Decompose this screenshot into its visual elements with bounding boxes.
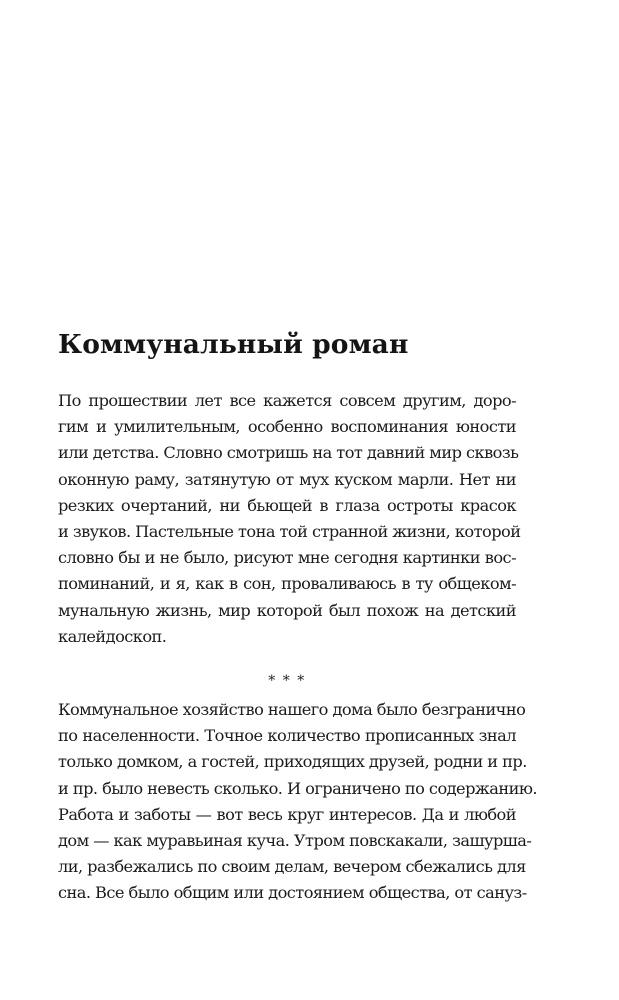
paragraph-line: по населенности. Точное количество прописанных знал <box>58 726 516 746</box>
paragraph-line: Работа и заботы — вот весь круг интересов. Да и любой <box>58 804 516 824</box>
paragraph-line: калейдоскоп. <box>58 626 167 646</box>
paragraph-line: оконную раму, затянутую от мух куском марли. Нет ни <box>58 469 516 489</box>
paragraph-line: Коммунальное хозяйство нашего дома было безгранично <box>58 700 526 719</box>
paragraph-2 <box>58 697 537 907</box>
paragraph-line: словно бы и не было, рисуют мне сегодня картинки вос- <box>58 548 516 568</box>
paragraph-1 <box>58 388 521 650</box>
paragraph-line: только домком, а гостей, приходящих друзей, родни и пр. <box>58 752 527 772</box>
paragraph-line: дом — как муравьиная куча. Утром повскакали, зашурша- <box>58 830 532 850</box>
paragraph-line: и звуков. Пастельные тона той странной жизни, которой <box>58 521 521 541</box>
chapter-title: Коммунальный роман <box>58 329 409 360</box>
paragraph-line: гим и умилительным, особенно воспоминания юности <box>58 417 516 437</box>
paragraph-line: ли, разбежались по своим делам, вечером сбежались для <box>58 857 526 877</box>
paragraph-line: или детства. Словно смотришь на тот давний мир сквозь <box>58 443 519 463</box>
section-break: * * * <box>268 673 306 689</box>
paragraph-line: мунальную жизнь, мир которой был похож на детский <box>58 600 516 620</box>
paragraph-line: По прошествии лет все кажется совсем другим, доро- <box>58 391 516 410</box>
paragraph-line: сна. Все было общим или достоянием общества, от сануз- <box>58 883 527 903</box>
paragraph-line: поминаний, и я, как в сон, проваливаюсь в ту общеком- <box>58 574 516 594</box>
paragraph-line: резких очертаний, ни бьющей в глаза остроты красок <box>58 495 516 515</box>
paragraph-line: и пр. было невесть сколько. И ограничено по содержанию. <box>58 778 537 798</box>
